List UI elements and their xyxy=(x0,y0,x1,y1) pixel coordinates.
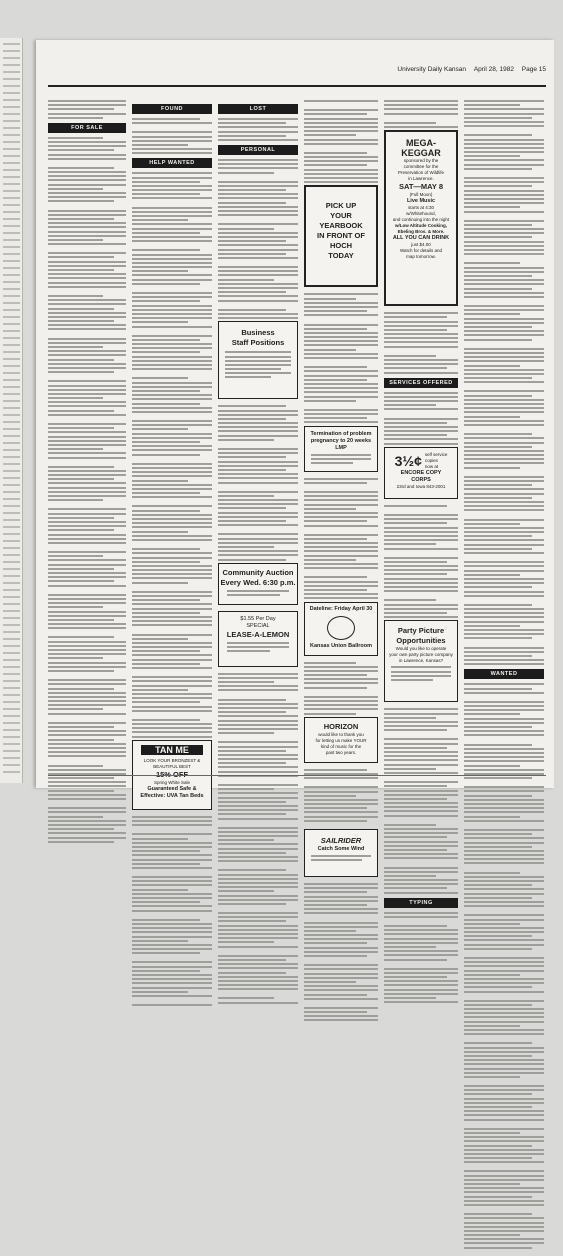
previous-page-text xyxy=(3,554,20,556)
yearbook-line: HOCH xyxy=(329,241,353,251)
yearbook-line: IN FRONT OF xyxy=(317,231,365,241)
publication-date: April 28, 1982 xyxy=(473,66,514,73)
keggar-date: SAT—MAY 8 xyxy=(398,182,444,192)
sailrider-ad xyxy=(304,829,378,877)
lease-line: $1.55 Per Day xyxy=(240,615,276,622)
classified-text-block xyxy=(218,405,298,560)
previous-page-text xyxy=(3,232,20,234)
keggar-line: starts at 4:30 xyxy=(407,205,434,211)
previous-page-text xyxy=(3,372,20,374)
party-title: Opportunities xyxy=(396,636,446,646)
previous-page-text xyxy=(3,463,20,465)
previous-page-text xyxy=(3,421,20,423)
horizon-line: kind of music for the xyxy=(320,743,362,749)
horizon-line: would like to thank you xyxy=(318,731,364,737)
previous-page-text xyxy=(3,365,20,367)
previous-page-text xyxy=(3,715,20,717)
classified-text-block xyxy=(384,912,458,1011)
previous-page-text xyxy=(3,456,20,458)
union-dateline: Dateline: Friday April 30 xyxy=(309,605,373,612)
page-header xyxy=(36,66,554,78)
previous-page-text xyxy=(3,197,20,199)
previous-page-text xyxy=(3,323,20,325)
copy-phone: 843-2001 xyxy=(426,483,446,489)
previous-page-text xyxy=(3,239,20,241)
sailrider-slogan: Catch Some Wind xyxy=(317,846,365,852)
previous-page-text xyxy=(3,680,20,682)
previous-page-text xyxy=(3,533,20,535)
classified-text-block xyxy=(304,662,378,715)
classified-text-block xyxy=(384,505,458,618)
previous-page-text xyxy=(3,722,20,724)
encore-copy-ad xyxy=(384,447,458,499)
previous-page-text xyxy=(3,666,20,668)
party-line: your own party picture company xyxy=(389,652,453,658)
section-wanted: WANTED xyxy=(464,669,544,679)
previous-page-text xyxy=(3,183,20,185)
previous-page-text xyxy=(3,260,20,262)
horizon-ad xyxy=(304,717,378,763)
keggar-line: (Full Moon) xyxy=(409,192,433,198)
keggar-line: sponsored by the xyxy=(403,158,439,164)
keggar-title: KEGGAR xyxy=(401,148,441,159)
column-1 xyxy=(48,100,126,770)
mega-keggar-ad xyxy=(384,130,458,306)
yearbook-line: YEARBOOK xyxy=(319,221,363,231)
horizon-title: HORIZON xyxy=(323,721,359,731)
previous-page-text xyxy=(3,337,20,339)
termination-line: Termination of problem xyxy=(310,430,372,437)
previous-page-text xyxy=(3,582,20,584)
previous-page-text xyxy=(3,547,20,549)
lease-title: LEASE-A-LEMON xyxy=(226,629,290,639)
previous-page-text xyxy=(3,120,20,122)
previous-page-text xyxy=(3,225,20,227)
horizon-line: for letting us make YOUR xyxy=(315,737,367,743)
auction-time: Every Wed. 6:30 p.m. xyxy=(220,577,296,587)
previous-page-text xyxy=(3,85,20,87)
previous-page-text xyxy=(3,449,20,451)
union-venue: Kansas Union Ballroom xyxy=(309,642,373,649)
previous-page-text xyxy=(3,281,20,283)
previous-page-text xyxy=(3,442,20,444)
lease-a-lemon-ad xyxy=(218,611,298,667)
previous-page-text xyxy=(3,302,20,304)
section-personal: PERSONAL xyxy=(218,145,298,155)
previous-page-text xyxy=(3,113,20,115)
termination-line: pregnancy to 20 weeks LMP xyxy=(310,437,372,451)
previous-page-text xyxy=(3,568,20,570)
yearbook-line: TODAY xyxy=(328,251,354,261)
previous-page-text xyxy=(3,127,20,129)
copy-line: self service xyxy=(424,451,448,457)
horizon-line: past two years. xyxy=(325,749,357,755)
previous-page-text xyxy=(3,575,20,577)
classified-text-block xyxy=(132,816,212,1006)
keggar-line: ALL YOU CAN DRINK xyxy=(392,235,450,242)
previous-page-text xyxy=(3,498,20,500)
previous-page-text xyxy=(3,316,20,318)
auction-title: Community Auction xyxy=(222,567,294,577)
classified-text-block xyxy=(384,708,458,893)
previous-page-text xyxy=(3,78,20,80)
tan-me-line: Spring White Sale xyxy=(153,779,191,785)
section-help-wanted: HELP WANTED xyxy=(132,158,212,168)
previous-page-text xyxy=(3,92,20,94)
previous-page-text xyxy=(3,330,20,332)
keggar-line: Preservation of Wildlife xyxy=(397,170,445,176)
previous-page-text xyxy=(3,134,20,136)
previous-page-text xyxy=(3,400,20,402)
previous-page-text xyxy=(3,218,20,220)
previous-page-text xyxy=(3,526,20,528)
column-3 xyxy=(218,100,298,770)
previous-page-text xyxy=(3,246,20,248)
section-found: FOUND xyxy=(132,104,212,114)
classified-text-block xyxy=(304,293,378,423)
previous-page-edge xyxy=(0,38,23,783)
previous-page-text xyxy=(3,435,20,437)
copy-company: CORPS xyxy=(411,476,431,483)
classified-text-block xyxy=(218,118,298,141)
previous-page-text xyxy=(3,176,20,178)
yearbook-line: YOUR xyxy=(330,211,352,221)
previous-page-text xyxy=(3,603,20,605)
previous-page-text xyxy=(3,99,20,101)
previous-page-text xyxy=(3,414,20,416)
copy-line: now at xyxy=(424,463,439,469)
previous-page-text xyxy=(3,757,20,759)
tan-me-line: Effective: UVA Tan Beds xyxy=(140,792,204,799)
business-staff-ad xyxy=(218,321,298,399)
previous-page-text xyxy=(3,589,20,591)
previous-page-text xyxy=(3,71,20,73)
previous-page-text xyxy=(3,617,20,619)
previous-page-text xyxy=(3,386,20,388)
previous-page-text xyxy=(3,505,20,507)
community-auction-ad xyxy=(218,563,298,605)
previous-page-text xyxy=(3,631,20,633)
keggar-price: just $4.00 xyxy=(411,242,431,248)
classified-text-block xyxy=(132,118,212,154)
party-line: Would you like to operate xyxy=(395,646,447,652)
classified-text-block xyxy=(218,673,298,1004)
previous-page-text xyxy=(3,701,20,703)
previous-page-text xyxy=(3,484,20,486)
classified-text-block xyxy=(384,392,458,445)
previous-page-text xyxy=(3,274,20,276)
previous-page-text xyxy=(3,540,20,542)
party-line: in Lawrence, Kansas? xyxy=(398,658,444,664)
previous-page-text xyxy=(3,736,20,738)
publication-name: University Daily Kansan xyxy=(397,66,467,73)
copy-address: 23rd and Iowa xyxy=(396,483,426,489)
classified-text-block xyxy=(304,769,378,829)
keggar-title: MEGA- xyxy=(406,138,436,149)
classified-text-block xyxy=(304,478,378,600)
previous-page-text xyxy=(3,204,20,206)
keggar-line: Ebeling Bros. & More. xyxy=(397,229,445,235)
previous-page-text xyxy=(3,50,20,52)
previous-page-text xyxy=(3,407,20,409)
previous-page-text xyxy=(3,764,20,766)
previous-page-text xyxy=(3,673,20,675)
classified-text-block xyxy=(384,100,458,128)
keggar-line: committee for the xyxy=(403,164,439,170)
copy-line: copies xyxy=(424,457,438,463)
sailrider-logo: SAILRIDER xyxy=(320,836,362,845)
header-rule xyxy=(48,85,546,87)
previous-page-text xyxy=(3,295,20,297)
previous-page-text xyxy=(3,596,20,598)
column-4 xyxy=(304,100,378,852)
column-2 xyxy=(132,100,212,799)
page-number: Page 15 xyxy=(521,66,546,73)
tan-me-line: BEAUTIFUL BEST xyxy=(153,763,191,769)
yearbook-line: PICK UP xyxy=(325,201,357,211)
previous-page-text xyxy=(3,428,20,430)
previous-page-text xyxy=(3,708,20,710)
previous-page-text xyxy=(3,148,20,150)
keggar-line: and continuing into the night xyxy=(392,217,450,223)
previous-page-text xyxy=(3,267,20,269)
classified-text-block xyxy=(48,137,126,850)
keggar-line: w/Low Altitude Cooking, xyxy=(394,223,448,229)
footer-rule xyxy=(48,775,546,776)
previous-page-text xyxy=(3,771,20,773)
previous-page-text xyxy=(3,470,20,472)
keggar-line: in Lawrence. xyxy=(408,176,434,182)
previous-page-text xyxy=(3,659,20,661)
business-ad-title: Staff Positions xyxy=(231,338,285,348)
previous-page-text xyxy=(3,624,20,626)
classified-text-block xyxy=(218,159,298,319)
yearbook-ad xyxy=(304,185,378,287)
previous-page-text xyxy=(3,638,20,640)
previous-page-text xyxy=(3,253,20,255)
section-for-sale: FOR SALE xyxy=(48,123,126,133)
classified-text-block xyxy=(304,100,378,183)
previous-page-text xyxy=(3,379,20,381)
previous-page-text xyxy=(3,57,20,59)
keggar-line: map tomorrow. xyxy=(406,254,436,260)
newspaper-page xyxy=(36,40,554,906)
previous-page-text xyxy=(3,561,20,563)
previous-page-text xyxy=(3,743,20,745)
previous-page-text xyxy=(3,106,20,108)
previous-page-text xyxy=(3,162,20,164)
previous-page-text xyxy=(3,64,20,66)
previous-page-text xyxy=(3,155,20,157)
tan-me-line: LOOK YOUR BRONZEST & xyxy=(143,757,201,763)
copy-price: 3½¢ xyxy=(394,452,422,469)
previous-page-text xyxy=(3,610,20,612)
keggar-line: w/Whitehound, xyxy=(406,211,436,217)
previous-page-text xyxy=(3,43,20,45)
previous-page-text xyxy=(3,309,20,311)
previous-page-text xyxy=(3,729,20,731)
keggar-line: Live Music xyxy=(406,198,436,205)
previous-page-text xyxy=(3,694,20,696)
business-ad-title: Business xyxy=(241,328,275,338)
previous-page-text xyxy=(3,288,20,290)
previous-page-text xyxy=(3,750,20,752)
section-lost: LOST xyxy=(218,104,298,114)
section-services-offered: SERVICES OFFERED xyxy=(384,378,458,388)
previous-page-text xyxy=(3,358,20,360)
classified-text-block xyxy=(384,312,458,373)
previous-page-text xyxy=(3,645,20,647)
tan-me-logo: TAN ME xyxy=(141,745,203,755)
party-picture-ad xyxy=(384,620,458,702)
classified-text-block xyxy=(304,883,378,1021)
classified-text-block xyxy=(464,100,544,665)
tan-me-line: Guaranteed Safe & xyxy=(147,785,197,792)
previous-page-text xyxy=(3,687,20,689)
previous-page-text xyxy=(3,519,20,521)
section-typing: TYPING xyxy=(384,898,458,908)
termination-ad xyxy=(304,426,378,472)
previous-page-text xyxy=(3,393,20,395)
previous-page-text xyxy=(3,652,20,654)
previous-page-text xyxy=(3,351,20,353)
keggar-line: Watch for details and xyxy=(399,248,443,254)
previous-page-text xyxy=(3,141,20,143)
previous-page-text xyxy=(3,344,20,346)
previous-page-text xyxy=(3,169,20,171)
classified-text-block xyxy=(132,172,212,737)
previous-page-text xyxy=(3,491,20,493)
previous-page-text xyxy=(3,477,20,479)
previous-page-text xyxy=(3,211,20,213)
classified-text-block xyxy=(464,683,544,1256)
party-title: Party Picture xyxy=(397,626,445,636)
previous-page-text xyxy=(3,190,20,192)
lease-line: SPECIAL xyxy=(246,622,270,629)
copy-company: ENCORE COPY xyxy=(400,469,442,476)
column-5 xyxy=(384,100,458,906)
previous-page-text xyxy=(3,512,20,514)
column-6 xyxy=(464,100,544,770)
kansas-union-ad xyxy=(304,602,378,656)
